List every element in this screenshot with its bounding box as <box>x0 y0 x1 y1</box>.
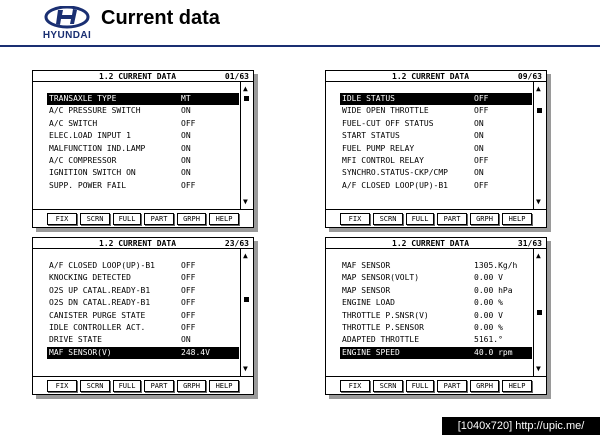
parameter-value: OFF <box>181 298 196 308</box>
data-row[interactable] <box>340 260 532 272</box>
parameter-name: WIDE OPEN THROTTLE <box>342 106 429 116</box>
function-key-bar <box>33 376 253 394</box>
function-key-grph[interactable]: GRPH <box>470 213 499 225</box>
parameter-value: MT <box>181 94 191 103</box>
function-key-bar <box>33 209 253 227</box>
scanner-screen-4 <box>325 237 547 395</box>
function-key-scrn[interactable]: SCRN <box>373 213 403 225</box>
parameter-name: THROTTLE P.SENSOR <box>342 322 424 332</box>
parameter-value: OFF <box>181 310 196 320</box>
screen-title: 1.2 CURRENT DATA <box>99 239 177 248</box>
parameter-name: MAP SENSOR(VOLT) <box>342 273 420 283</box>
function-key-grph[interactable]: GRPH <box>470 380 499 392</box>
watermark: [1040x720] http://upic.me/ <box>442 417 600 435</box>
data-list <box>47 93 239 192</box>
scanner-screen-2 <box>325 70 547 228</box>
parameter-name: MAF SENSOR(V) <box>49 347 112 357</box>
scroll-down-icon[interactable]: ▼ <box>243 197 248 206</box>
function-key-part[interactable]: PART <box>144 213 174 225</box>
parameter-value: ON <box>474 118 484 128</box>
function-key-help[interactable]: HELP <box>209 213 239 225</box>
scroll-up-icon[interactable]: ▲ <box>243 84 248 93</box>
parameter-name: CANISTER PURGE STATE <box>49 310 146 320</box>
data-row[interactable] <box>47 93 239 105</box>
function-key-part[interactable]: PART <box>437 380 467 392</box>
parameter-name: IDLE STATUS <box>342 94 395 103</box>
data-row[interactable] <box>340 322 532 334</box>
brand-name: HYUNDAI <box>42 30 92 41</box>
parameter-name: MAP SENSOR <box>342 285 391 295</box>
function-key-help[interactable]: HELP <box>502 380 532 392</box>
data-row[interactable] <box>340 155 532 167</box>
data-row[interactable] <box>47 118 239 130</box>
function-key-bar <box>326 376 546 394</box>
parameter-value: ON <box>181 155 191 165</box>
data-row[interactable] <box>340 130 532 142</box>
scroll-up-icon[interactable]: ▲ <box>243 251 248 260</box>
parameter-name: IGNITION SWITCH ON <box>49 168 136 178</box>
scroll-down-icon[interactable]: ▼ <box>243 364 248 373</box>
parameter-name: A/C SWITCH <box>49 118 98 128</box>
page-counter: 23/63 <box>224 239 249 248</box>
parameter-value: 0.00 V <box>474 273 503 283</box>
scroll-down-icon[interactable]: ▼ <box>536 364 541 373</box>
parameter-value: OFF <box>474 155 489 165</box>
parameter-name: DRIVE STATE <box>49 335 102 345</box>
parameter-name: FUEL PUMP RELAY <box>342 143 415 153</box>
data-list <box>47 260 239 359</box>
parameter-name: A/F CLOSED LOOP(UP)-B1 <box>49 261 155 270</box>
function-key-part[interactable]: PART <box>437 213 467 225</box>
data-list <box>340 93 532 192</box>
page-counter: 31/63 <box>517 239 542 248</box>
scroll-thumb[interactable] <box>537 108 542 113</box>
hyundai-logo <box>36 6 96 42</box>
parameter-value: OFF <box>181 273 196 283</box>
data-row[interactable] <box>47 310 239 322</box>
screen-header <box>33 71 253 82</box>
function-key-help[interactable]: HELP <box>209 380 239 392</box>
screen-header <box>326 238 546 249</box>
parameter-value: ON <box>181 143 191 153</box>
parameter-value: 0.00 % <box>474 322 503 332</box>
parameter-name: KNOCKING DETECTED <box>49 273 131 283</box>
parameter-name: ENGINE LOAD <box>342 298 395 308</box>
data-row[interactable] <box>47 285 239 297</box>
parameter-name: ADAPTED THROTTLE <box>342 335 420 345</box>
parameter-value: OFF <box>181 261 196 270</box>
parameter-name: START STATUS <box>342 131 400 141</box>
data-row[interactable] <box>340 93 532 105</box>
parameter-name: A/F CLOSED LOOP(UP)-B1 <box>342 180 448 190</box>
parameter-name: ELEC.LOAD INPUT 1 <box>49 131 131 141</box>
scroll-thumb[interactable] <box>537 310 542 315</box>
data-row[interactable] <box>47 180 239 192</box>
parameter-name: SYNCHRO.STATUS-CKP/CMP <box>342 168 448 178</box>
data-row[interactable] <box>47 297 239 309</box>
header <box>0 0 600 45</box>
parameter-value: ON <box>474 168 484 178</box>
data-row[interactable] <box>47 167 239 179</box>
data-row[interactable] <box>47 105 239 117</box>
screen-header <box>326 71 546 82</box>
parameter-value: 0.00 V <box>474 310 503 320</box>
parameter-value: OFF <box>474 180 489 190</box>
parameter-name: FUEL-CUT OFF STATUS <box>342 118 434 128</box>
data-row[interactable] <box>340 118 532 130</box>
parameter-name: MFI CONTROL RELAY <box>342 155 424 165</box>
page-counter: 09/63 <box>517 72 542 81</box>
parameter-value: 0.00 % <box>474 298 503 308</box>
parameter-name: MALFUNCTION IND.LAMP <box>49 143 146 153</box>
data-row[interactable] <box>47 322 239 334</box>
scanner-screen-1 <box>32 70 254 228</box>
function-key-full[interactable]: FULL <box>406 380 434 392</box>
data-row[interactable] <box>47 347 239 359</box>
function-key-scrn[interactable]: SCRN <box>80 380 110 392</box>
data-row[interactable] <box>340 310 532 322</box>
function-key-scrn[interactable]: SCRN <box>373 380 403 392</box>
parameter-value: ON <box>474 131 484 141</box>
parameter-value: OFF <box>181 322 196 332</box>
parameter-value: OFF <box>474 94 489 103</box>
data-row[interactable] <box>340 297 532 309</box>
parameter-value: ON <box>181 168 191 178</box>
function-key-full[interactable]: FULL <box>406 213 434 225</box>
parameter-value: ON <box>181 106 191 116</box>
data-row[interactable] <box>340 272 532 284</box>
hyundai-emblem-icon <box>36 6 98 30</box>
data-row[interactable] <box>47 155 239 167</box>
parameter-value: OFF <box>181 180 196 190</box>
function-key-bar <box>326 209 546 227</box>
scrollbar[interactable] <box>240 82 253 209</box>
scrollbar[interactable] <box>240 249 253 376</box>
scrollbar[interactable] <box>533 82 546 209</box>
parameter-name: O2S UP CATAL.READY-B1 <box>49 285 151 295</box>
parameter-value: 0.00 hPa <box>474 285 513 295</box>
parameter-value: OFF <box>181 285 196 295</box>
parameter-value: 1305.Kg/h <box>474 261 518 270</box>
screen-title: 1.2 CURRENT DATA <box>99 72 177 81</box>
page-title: Current data <box>101 7 220 29</box>
scroll-thumb[interactable] <box>244 96 249 101</box>
function-key-fix[interactable]: FIX <box>47 213 77 225</box>
scroll-down-icon[interactable]: ▼ <box>536 197 541 206</box>
parameter-value: 5161.° <box>474 335 503 345</box>
scanner-screen-3 <box>32 237 254 395</box>
parameter-value: OFF <box>181 118 196 128</box>
page-counter: 01/63 <box>224 72 249 81</box>
data-row[interactable] <box>340 347 532 359</box>
data-row[interactable] <box>340 167 532 179</box>
data-row[interactable] <box>340 143 532 155</box>
data-row[interactable] <box>47 143 239 155</box>
function-key-full[interactable]: FULL <box>113 213 141 225</box>
data-row[interactable] <box>340 180 532 192</box>
parameter-name: MAF SENSOR <box>342 261 391 270</box>
parameter-name: O2S DN CATAL.READY-B1 <box>49 298 151 308</box>
function-key-help[interactable]: HELP <box>502 213 532 225</box>
header-rule <box>0 45 600 47</box>
parameter-value: ON <box>474 143 484 153</box>
parameter-value: OFF <box>474 106 489 116</box>
function-key-grph[interactable]: GRPH <box>177 380 206 392</box>
parameter-name: ENGINE SPEED <box>342 347 400 357</box>
scroll-thumb[interactable] <box>244 297 249 302</box>
scroll-up-icon[interactable]: ▲ <box>536 251 541 260</box>
parameter-value: ON <box>181 131 191 141</box>
data-row[interactable] <box>47 260 239 272</box>
parameter-value: ON <box>181 335 191 345</box>
screen-title: 1.2 CURRENT DATA <box>392 239 470 248</box>
function-key-grph[interactable]: GRPH <box>177 213 206 225</box>
parameter-name: THROTTLE P.SNSR(V) <box>342 310 429 320</box>
parameter-name: SUPP. POWER FAIL <box>49 180 127 190</box>
data-row[interactable] <box>47 334 239 346</box>
function-key-fix[interactable]: FIX <box>47 380 77 392</box>
scroll-up-icon[interactable]: ▲ <box>536 84 541 93</box>
function-key-scrn[interactable]: SCRN <box>80 213 110 225</box>
parameter-name: IDLE CONTROLLER ACT. <box>49 322 146 332</box>
data-list <box>340 260 532 359</box>
data-row[interactable] <box>340 285 532 297</box>
data-row[interactable] <box>340 105 532 117</box>
parameter-name: A/C PRESSURE SWITCH <box>49 106 141 116</box>
parameter-value: 40.0 rpm <box>474 347 513 357</box>
scrollbar[interactable] <box>533 249 546 376</box>
parameter-name: TRANSAXLE TYPE <box>49 94 117 103</box>
data-row[interactable] <box>47 130 239 142</box>
function-key-fix[interactable]: FIX <box>340 380 370 392</box>
screen-header <box>33 238 253 249</box>
function-key-part[interactable]: PART <box>144 380 174 392</box>
function-key-full[interactable]: FULL <box>113 380 141 392</box>
data-row[interactable] <box>47 272 239 284</box>
screen-title: 1.2 CURRENT DATA <box>392 72 470 81</box>
parameter-value: 248.4V <box>181 347 210 357</box>
function-key-fix[interactable]: FIX <box>340 213 370 225</box>
data-row[interactable] <box>340 334 532 346</box>
parameter-name: A/C COMPRESSOR <box>49 155 117 165</box>
